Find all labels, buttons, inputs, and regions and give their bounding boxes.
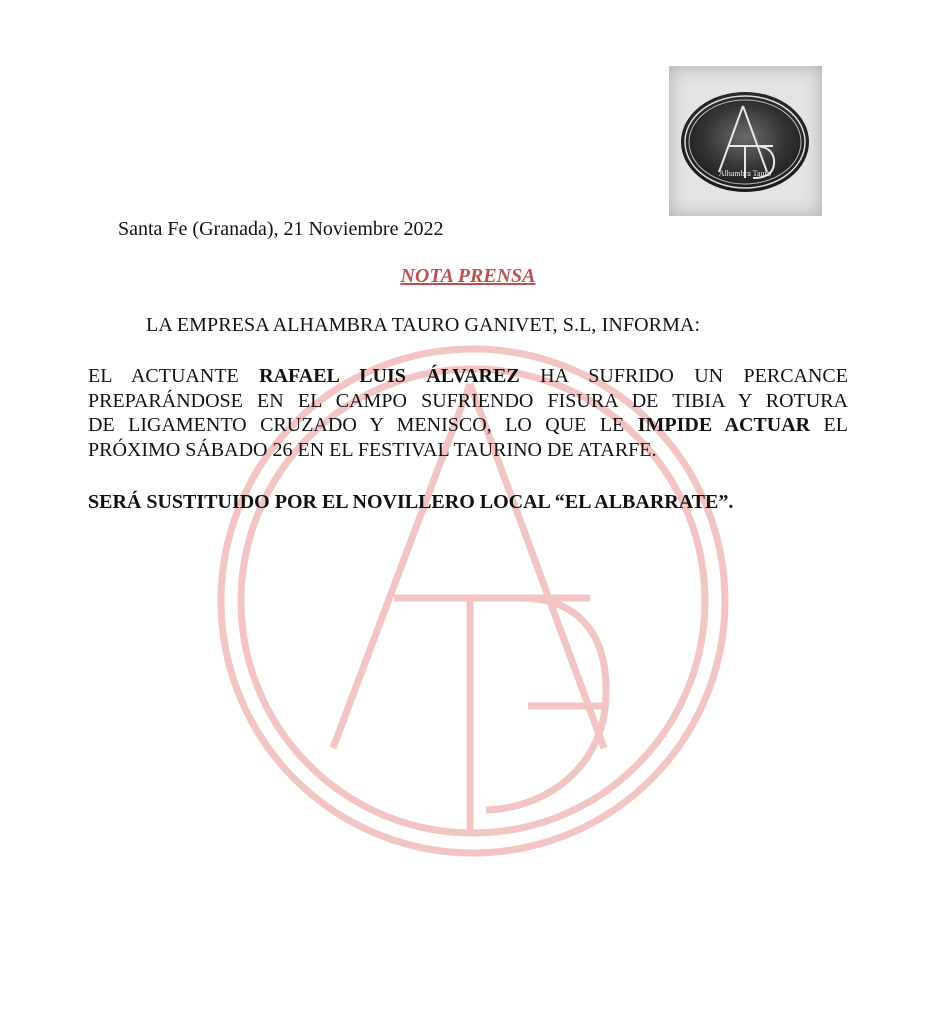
logo-emblem-icon (669, 66, 822, 216)
body-line-2: PREPARÁNDOSE EN EL CAMPO SUFRIENDO FISURA DE TIBIA Y ROTURA (88, 389, 848, 412)
document-heading: NOTA PRENSA (400, 265, 536, 287)
emphasis-text: IMPIDE ACTUAR (637, 414, 811, 436)
body-line-1: EL ACTUANTE RAFAEL LUIS ÁLVAREZ HA SUFRIDO UN PERCANCE (88, 365, 848, 387)
body-line-4: PRÓXIMO SÁBADO 26 EN EL FESTIVAL TAURINO DE ATARFE. (88, 438, 657, 461)
logo-text: Alhambra Tauro (718, 169, 772, 178)
date-line: Santa Fe (Granada), 21 Noviembre 2022 (118, 218, 444, 240)
closing-statement: SERÁ SUSTITUIDO POR EL NOVILLERO LOCAL “EL ALBARRATE”. (88, 491, 734, 513)
company-logo (669, 66, 822, 216)
intro-line: LA EMPRESA ALHAMBRA TAURO GANIVET, S.L, INFORMA: (146, 314, 701, 336)
body-paragraph (88, 364, 848, 462)
body-line-3: DE LIGAMENTO CRUZADO Y MENISCO, LO QUE LE IMPIDE ACTUAR EL (88, 414, 848, 436)
performer-name: RAFAEL LUIS ÁLVAREZ (259, 365, 520, 387)
